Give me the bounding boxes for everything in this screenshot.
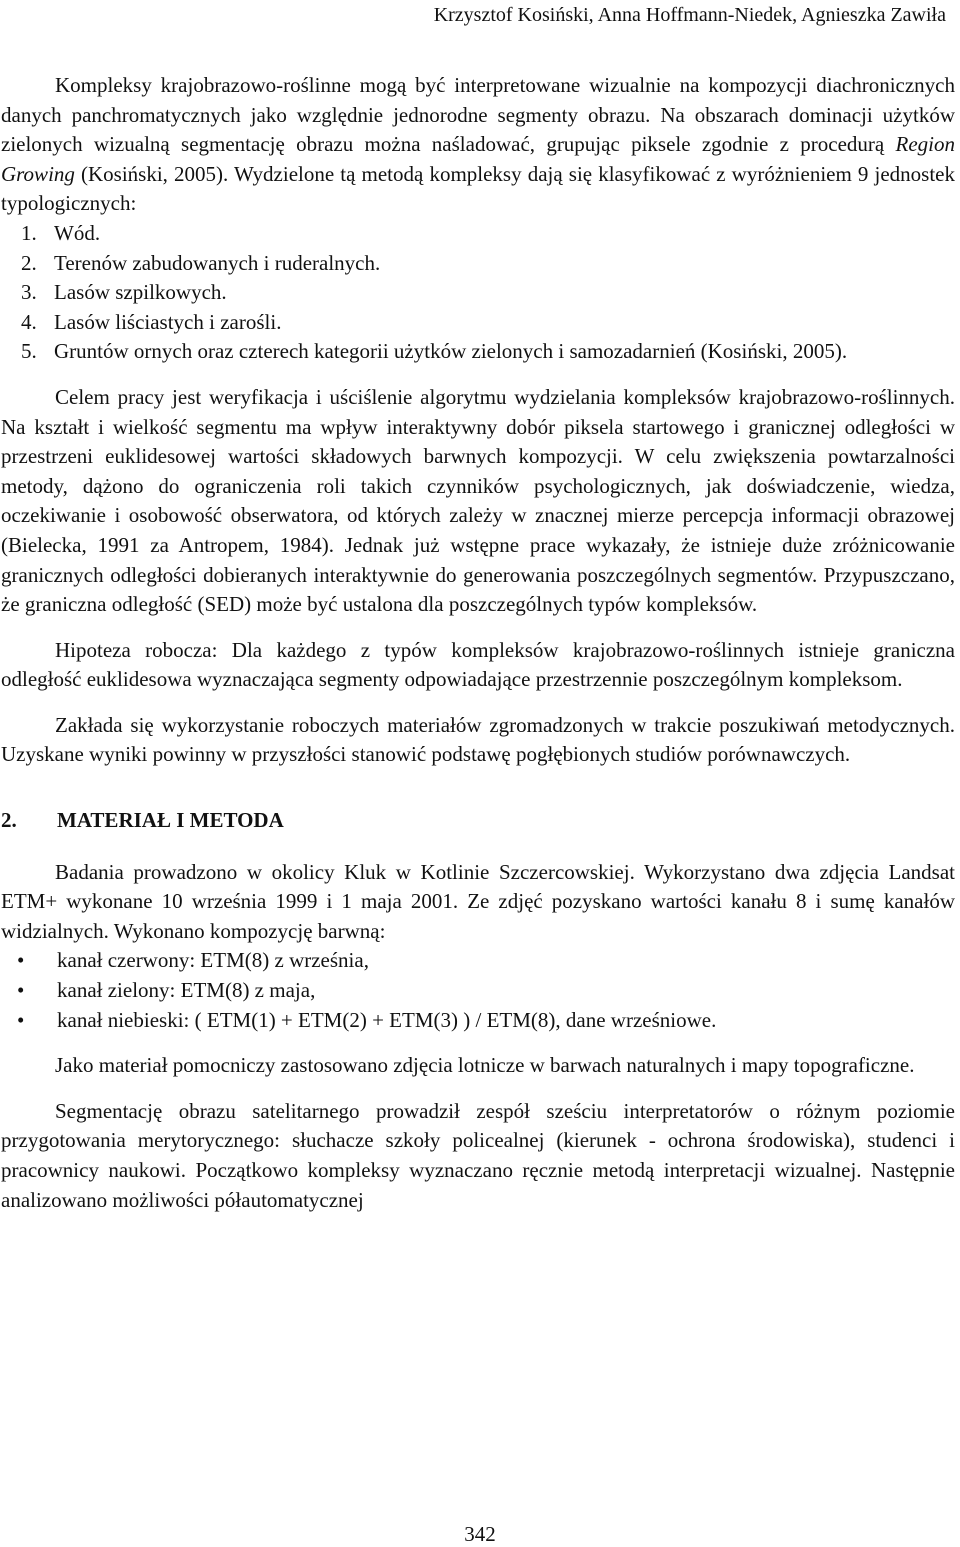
list-item-text: kanał zielony: ETM(8) z maja,	[57, 978, 316, 1003]
goal-paragraph: Celem pracy jest weryfikacja i uściślenie algorytmu wydzielania kompleksów krajobrazowo-roślinnych. Na kształt i wielkość segmentu ma wpływ interaktywny dobór piksela startowego i granicznej odległości w przestrzeni euklidesowej wartości składowych barwnych kompozycji. W celu zwiększenia powtarzalności metody, dążono do ograniczenia roli takich czynników psychologicznych, jak doświadczenie, wiedza, oczekiwanie i osobowość obserwatora, od których zależy w znacznej mierze percepcja informacji obrazowej (Bielecka, 1991 za Antropem, 1984). Jednak już wstępne prace wykazały, że istnieje duże zróżnicowanie granicznych odległości dobieranych interaktywnie do generowania poszczególnych segmentów. Przypuszczano, że graniczna odległość (SED) może być ustalona dla poszczególnych typów kompleksów.	[1, 384, 955, 617]
list-item-number: 4.	[21, 309, 37, 334]
list-item	[1, 1006, 955, 1036]
list-item	[1, 976, 955, 1006]
list-item	[1, 308, 955, 338]
section-title: MATERIAŁ I METODA	[57, 808, 284, 833]
list-item-text: Lasów szpilkowych.	[54, 280, 227, 305]
list-item-text: kanał niebieski: ( ETM(1) + ETM(2) + ETM(3) ) / ETM(8), dane wrześniowe.	[57, 1007, 717, 1032]
segmentation-paragraph: Segmentację obrazu satelitarnego prowadził zespół sześciu interpretatorów o różnym poziomie przygotowania merytorycznego: słuchacze szkoły policealnej (kierunek - ochrona środowiska), studenci i pracownicy naukowi. Początkowo kompleksy wyznaczano ręcznie metodą interpretacji wizualnej. Następnie analizowano możliwości półautomatycznej	[1, 1098, 955, 1212]
list-item	[1, 278, 955, 308]
hypothesis-paragraph: Hipoteza robocza: Dla każdego z typów kompleksów krajobrazowo-roślinnych istnieje graniczna odległość euklidesowa wyznaczająca segmenty odpowiadające przestrzennie poszczególnym kompleksom.	[1, 637, 955, 692]
intro-italic-term: Region Growing	[1, 132, 955, 186]
list-item	[1, 249, 955, 279]
list-item	[1, 219, 955, 249]
auxiliary-materials-paragraph: Jako materiał pomocniczy zastosowano zdjęcia lotnicze w barwach naturalnych i mapy topograficzne.	[55, 1053, 915, 1078]
list-item-number: 5.	[21, 339, 37, 364]
intro-paragraph	[1, 71, 955, 219]
list-item-number: 1.	[21, 220, 37, 245]
bullet-icon: •	[17, 1007, 25, 1032]
bullet-icon: •	[17, 948, 25, 973]
page-number: 342	[464, 1522, 496, 1546]
list-item-text: Terenów zabudowanych i ruderalnych.	[54, 250, 381, 275]
intro-text-part2: (Kosiński, 2005). Wydzielone tą metodą kompleksy dają się klasyfikować z wyróżnieniem 9 jednostek typologicznych:	[1, 161, 955, 216]
typology-list	[1, 219, 955, 367]
list-item-number: 3.	[21, 280, 37, 305]
list-item-number: 2.	[21, 250, 37, 275]
list-item-text: kanał czerwony: ETM(8) z września,	[57, 948, 369, 973]
list-item-text: Gruntów ornych oraz czterech kategorii użytków zielonych i samozadarnień (Kosiński, 2005).	[54, 339, 848, 364]
list-item	[1, 946, 955, 976]
list-item-text: Wód.	[54, 220, 101, 245]
composite-channel-list	[1, 946, 955, 1035]
assumption-paragraph: Zakłada się wykorzystanie roboczych materiałów zgromadzonych w trakcie poszukiwań metodycznych. Uzyskane wyniki powinny w przyszłości stanowić podstawę pogłębionych studiów porównawczych.	[1, 712, 955, 767]
list-item-text: Lasów liściastych i zarośli.	[54, 309, 282, 334]
section-number: 2.	[1, 808, 17, 833]
bullet-icon: •	[17, 978, 25, 1003]
running-header: Krzysztof Kosiński, Anna Hoffmann-Niedek, Agnieszka Zawiła	[433, 4, 946, 26]
list-item	[1, 337, 955, 367]
body-text	[1, 71, 955, 1215]
methods-intro-paragraph: Badania prowadzono w okolicy Kluk w Kotlinie Szczercowskiej. Wykorzystano dwa zdjęcia Landsat ETM+ wykonane 10 września 1999 i 1 maja 2001. Ze zdjęć pozyskano wartości kanału 8 i sumę kanałów widzialnych. Wykonano kompozycję barwną:	[1, 859, 955, 943]
section-heading	[1, 806, 955, 836]
intro-text-part1: Kompleksy krajobrazowo-roślinne mogą być interpretowane wizualnie na kompozycji diachronicznych danych panchromatycznych jako względnie jednorodne segmenty obrazu. Na obszarach dominacji użytków zielonych wizualną segmentację obrazu można naśladować, grupując piksele zgodnie z procedurą	[1, 73, 955, 157]
